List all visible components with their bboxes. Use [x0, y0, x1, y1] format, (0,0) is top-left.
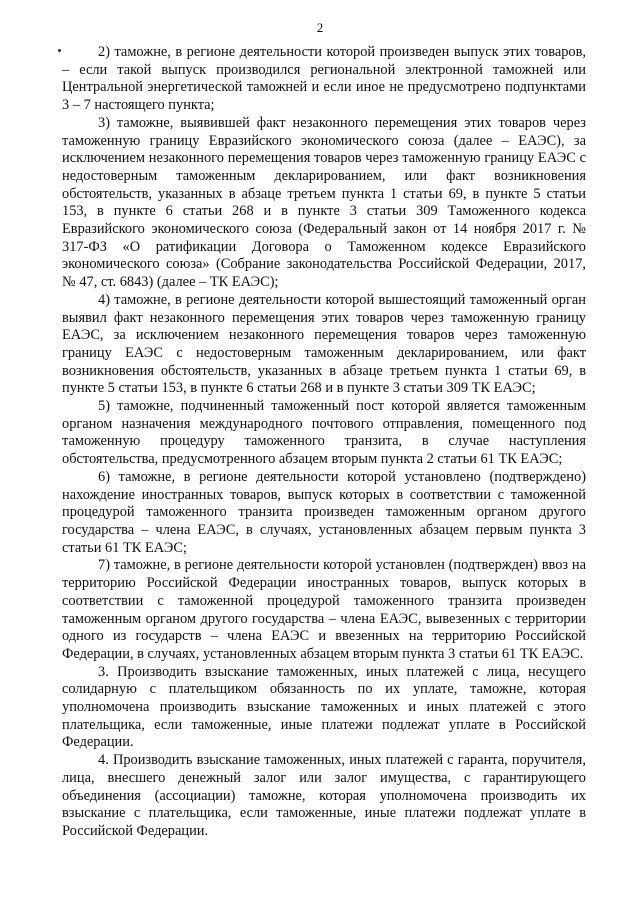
paragraph-subitem-2: 2) таможне, в регионе деятельности которой произведен выпуск этих товаров, – если такой выпуск производился региональной электронной таможней или Центральной энергетической таможней и если иное не предусмотрено подпунктами 3 – 7 настоящего пункта;: [62, 44, 586, 114]
paragraph-subitem-4: 4) таможне, в регионе деятельности которой вышестоящий таможенный орган выявил факт незаконного перемещения этих товаров через таможенную границу ЕАЭС, за исключением незаконного перемещения товаров через таможенную границу ЕАЭС с недостоверным таможенным декларированием, или факт возникновения обстоятельств, указанных в абзаце третьем пункта 1 статьи 69, в пункте 5 статьи 153, в пункте 6 статьи 268 и в пункте 3 статьи 309 ТК ЕАЭС;: [62, 291, 586, 397]
paragraph-item-3: 3. Производить взыскание таможенных, иных платежей с лица, несущего солидарную с плательщиком обязанность по их уплате, таможне, которая уполномочена производить взыскание таможенных и иных платежей с этого плательщика, если таможенные, иные платежи подлежат уплате в Российской Федерации.: [62, 663, 586, 751]
paragraph-subitem-7: 7) таможне, в регионе деятельности которой установлен (подтвержден) ввоз на территорию Российской Федерации иностранных товаров, выпуск которых в соответствии с таможенной процедурой таможенного транзита произведен таможенным органом другого государства – члена ЕАЭС, вывезенных с территории одного из государств – члена ЕАЭС и ввезенных на территорию Российской Федерации, в случаях, установленных абзацем вторым пункта 3 статьи 61 ТК ЕАЭС.: [62, 557, 586, 662]
paragraph-subitem-3: 3) таможне, выявившей факт незаконного перемещения этих товаров через таможенную границу Евразийского экономического союза (далее – ЕАЭС), за исключением незаконного перемещения товаров через таможенную границу ЕАЭС с недостоверным таможенным декларированием, или факт возникновения обстоятельств, указанных в абзаце третьем пункта 1 статьи 69, в пункте 5 статьи 153, в пункте 6 статьи 268 и в пункте 3 статьи 309 Таможенного кодекса Евразийского экономического союза (Федеральный закон от 14 ноября 2017 г. № 317-ФЗ «О ратификации Договора о Таможенном кодексе Евразийского экономического союза» (Собрание законодательства Российской Федерации, 2017, № 47, ст. 6843) (далее – ТК ЕАЭС);: [62, 114, 586, 291]
paragraph-subitem-5: 5) таможне, подчиненный таможенный пост которой является таможенным органом назначения международного почтового отправления, помещенного под таможенную процедуру таможенного транзита, в случае наступления обстоятельства, предусмотренного абзацем вторым пункта 2 статьи 61 ТК ЕАЭС;: [62, 398, 586, 468]
scan-speck: [58, 49, 61, 52]
document-body: [62, 44, 586, 841]
page-number: 2: [316, 20, 324, 35]
paragraph-item-4: 4. Производить взыскание таможенных, иных платежей с гаранта, поручителя, лица, внесшего денежный залог или залог имущества, с гарантирующего объединения (ассоциации) таможне, которая уполномочена производить их взыскание с плательщика, если таможенные, иные платежи подлежат уплате в Российской Федерации.: [62, 752, 586, 839]
paragraph-subitem-6: 6) таможне, в регионе деятельности которой установлено (подтверждено) нахождение иностранных товаров, выпуск которых в соответствии с таможенной процедурой таможенного транзита произведен таможенным органом другого государства – члена ЕАЭС, в случаях, установленных абзацем первым пункта 3 статьи 61 ТК ЕАЭС;: [62, 468, 586, 556]
